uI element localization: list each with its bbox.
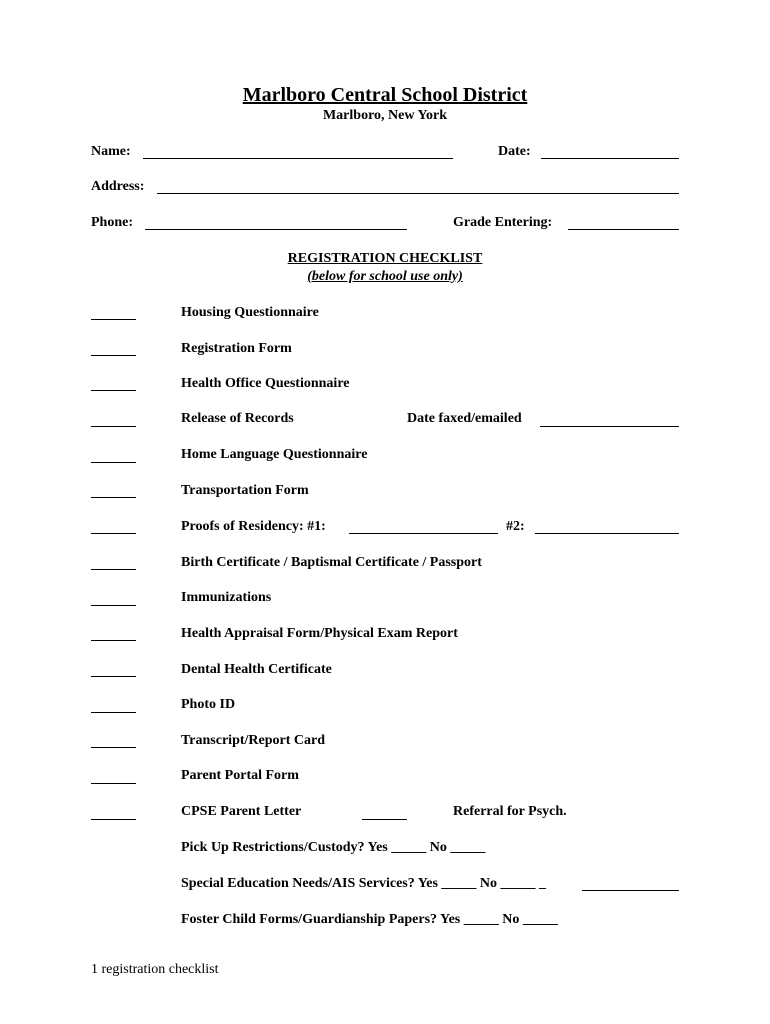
list-item: Parent Portal Form	[181, 768, 299, 783]
page-footer: 1 registration checklist	[91, 962, 219, 977]
check-line[interactable]	[91, 640, 136, 641]
check-line[interactable]	[91, 676, 136, 677]
check-line[interactable]	[91, 533, 136, 534]
check-line[interactable]	[91, 390, 136, 391]
check-line[interactable]	[91, 426, 136, 427]
check-line[interactable]	[91, 819, 136, 820]
list-item: Registration Form	[181, 341, 292, 356]
foster-question: Foster Child Forms/Guardianship Papers? Yes _____ No _____	[181, 912, 558, 927]
checklist-note: (below for school use only)	[307, 269, 463, 284]
check-line[interactable]	[91, 605, 136, 606]
list-item: Proofs of Residency: #1:	[181, 519, 326, 534]
phone-label: Phone:	[91, 215, 133, 230]
proof2-label: #2:	[506, 519, 525, 534]
list-item: Home Language Questionnaire	[181, 447, 368, 462]
address-field[interactable]	[157, 193, 679, 194]
list-item: Housing Questionnaire	[181, 305, 319, 320]
check-line[interactable]	[91, 355, 136, 356]
list-item: Health Office Questionnaire	[181, 376, 350, 391]
list-item: Photo ID	[181, 697, 236, 712]
date-field[interactable]	[541, 158, 679, 159]
grade-label: Grade Entering:	[453, 215, 553, 230]
address-label: Address:	[91, 179, 145, 194]
phone-field[interactable]	[145, 229, 407, 230]
list-item: Immunizations	[181, 590, 272, 605]
special-ed-question: Special Education Needs/AIS Services? Yes _____ No _____ _	[181, 876, 547, 891]
list-item: Transportation Form	[181, 483, 309, 498]
check-line[interactable]	[91, 462, 136, 463]
list-item: Release of Records	[181, 411, 294, 426]
referral-check-line[interactable]	[362, 819, 407, 820]
referral-label: Referral for Psych.	[453, 804, 567, 819]
pickup-question: Pick Up Restrictions/Custody? Yes _____ No _____	[181, 840, 486, 855]
document-title: Marlboro Central School District	[242, 84, 528, 106]
check-line[interactable]	[91, 497, 136, 498]
check-line[interactable]	[91, 783, 136, 784]
checklist-heading: REGISTRATION CHECKLIST	[287, 251, 483, 266]
check-line[interactable]	[91, 747, 136, 748]
date-label: Date:	[498, 144, 531, 159]
date-faxed-field[interactable]	[540, 426, 679, 427]
name-field[interactable]	[143, 158, 453, 159]
grade-field[interactable]	[568, 229, 679, 230]
list-item: Dental Health Certificate	[181, 662, 332, 677]
name-label: Name:	[91, 144, 131, 159]
list-item: CPSE Parent Letter	[181, 804, 302, 819]
list-item: Health Appraisal Form/Physical Exam Report	[181, 626, 458, 641]
proof2-field[interactable]	[535, 533, 679, 534]
list-item: Transcript/Report Card	[181, 733, 325, 748]
date-faxed-label: Date faxed/emailed	[407, 411, 522, 426]
check-line[interactable]	[91, 319, 136, 320]
document-subtitle: Marlboro, New York	[322, 108, 448, 123]
check-line[interactable]	[91, 569, 136, 570]
check-line[interactable]	[91, 712, 136, 713]
list-item: Birth Certificate / Baptismal Certificate / Passport	[181, 555, 482, 570]
special-ed-extra-field[interactable]	[582, 890, 679, 891]
proof1-field[interactable]	[349, 533, 498, 534]
